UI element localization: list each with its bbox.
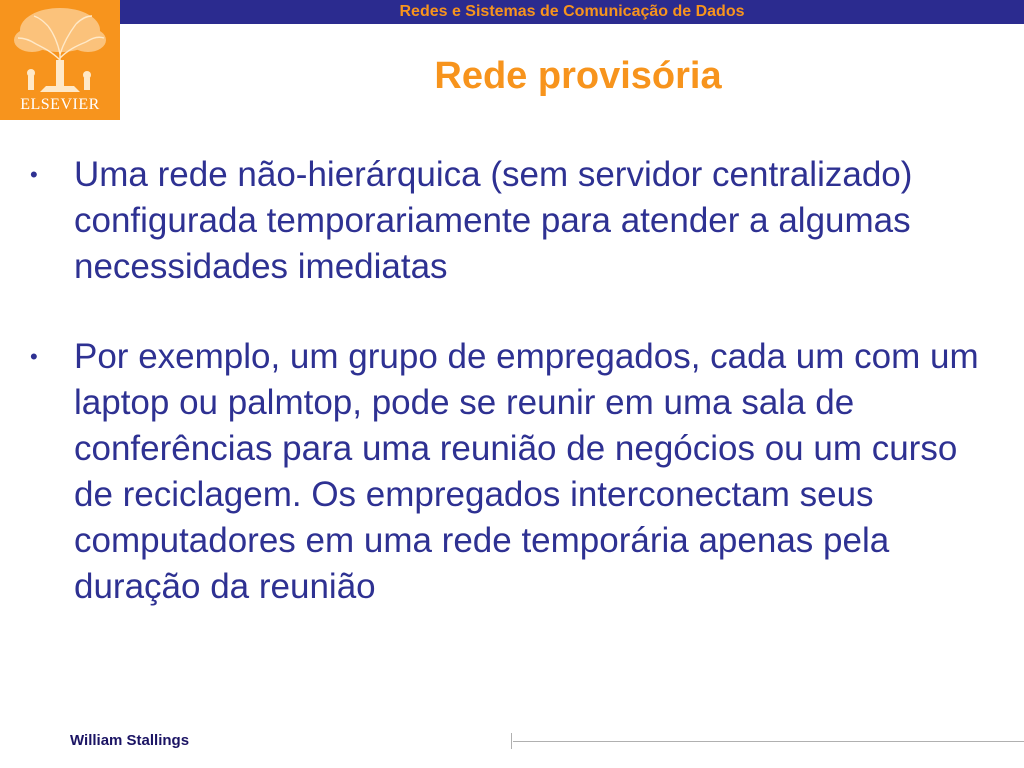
logo-text: ELSEVIER <box>20 96 100 113</box>
elsevier-tree-icon <box>0 0 120 100</box>
list-item <box>30 334 1005 610</box>
bullet-text: Uma rede não-hierárquica (sem servidor centralizado) configurada temporariamente para atender a algumas necessidades imediatas <box>74 155 913 286</box>
footer-divider-tick <box>511 733 512 749</box>
bullet-marker: • <box>30 162 38 187</box>
bullet-text: Por exemplo, um grupo de empregados, cada um com um laptop ou palmtop, pode se reunir em uma sala de conferências para uma reunião de negócios ou um curso de reciclagem. Os empregados interconectam seus computadores em uma rede temporária apenas pela duração da reunião <box>74 337 979 606</box>
elsevier-logo <box>0 0 120 120</box>
footer-divider <box>513 741 1024 742</box>
bullet-list <box>30 152 1005 610</box>
author-name: William Stallings <box>70 732 190 749</box>
list-item <box>30 152 1005 290</box>
course-title: Redes e Sistemas de Comunicação de Dados <box>399 3 745 20</box>
bullet-marker: • <box>30 344 38 369</box>
slide-title: Rede provisória <box>434 55 722 97</box>
header-bar <box>120 0 1024 24</box>
